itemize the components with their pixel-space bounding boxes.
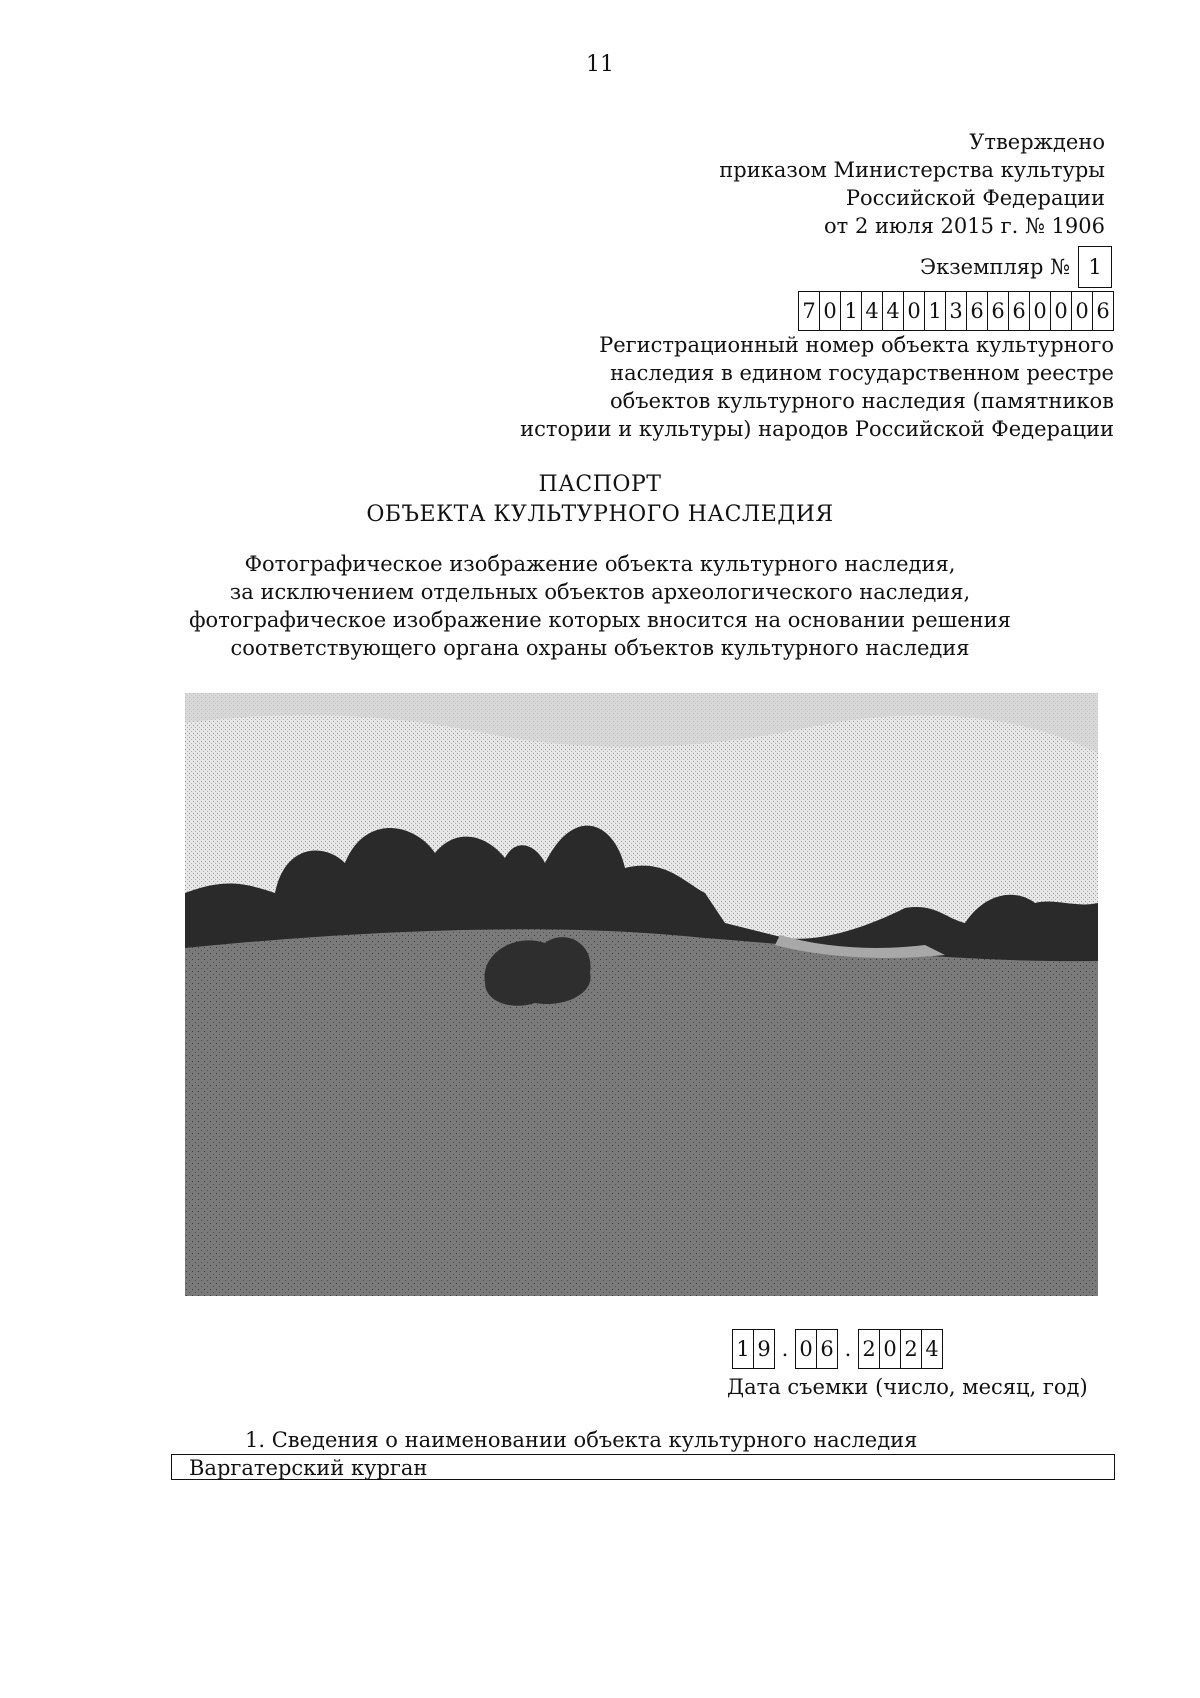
reg-digit: 0 — [1050, 292, 1071, 330]
date-month — [795, 1329, 838, 1369]
photo-caption — [0, 550, 1200, 662]
date-day — [732, 1329, 775, 1369]
date-digit: 9 — [753, 1330, 774, 1368]
landscape-photo-image — [185, 693, 1098, 1296]
date-digit: 6 — [816, 1330, 837, 1368]
approval-line-4: от 2 июля 2015 г. № 1906 — [824, 214, 1105, 238]
date-separator: . — [781, 1337, 789, 1361]
reg-digit: 1 — [840, 292, 861, 330]
registration-caption — [520, 331, 1114, 443]
reg-caption-line: наследия в едином государственном реестре — [610, 361, 1114, 385]
reg-digit: 0 — [1029, 292, 1050, 330]
approval-line-1: Утверждено — [969, 130, 1105, 154]
approval-stamp — [719, 128, 1105, 240]
document-title — [0, 470, 1200, 530]
approval-line-2: приказом Министерства культуры — [719, 158, 1105, 182]
object-name-field: Варгатерский курган — [171, 1454, 1115, 1480]
reg-digit: 1 — [924, 292, 945, 330]
object-photograph — [185, 693, 1098, 1296]
photo-date-row — [732, 1329, 943, 1369]
date-digit: 0 — [879, 1330, 900, 1368]
reg-digit: 6 — [966, 292, 987, 330]
date-digit: 2 — [900, 1330, 921, 1368]
title-line-1: ПАСПОРТ — [538, 472, 662, 497]
reg-digit: 6 — [1092, 292, 1113, 330]
date-separator: . — [844, 1337, 852, 1361]
copy-number-row — [920, 246, 1112, 288]
date-digit: 4 — [921, 1330, 942, 1368]
date-year — [858, 1329, 943, 1369]
date-digit: 1 — [736, 1337, 750, 1361]
date-digit: 0 — [799, 1337, 813, 1361]
reg-digit: 3 — [945, 292, 966, 330]
copy-number-box: 1 — [1078, 246, 1112, 288]
photo-caption-line: Фотографическое изображение объекта культурного наследия, — [244, 552, 956, 576]
reg-digit: 6 — [987, 292, 1008, 330]
photo-caption-line: за исключением отдельных объектов археологического наследия, — [229, 580, 971, 604]
reg-digit: 4 — [882, 292, 903, 330]
photo-caption-line: фотографическое изображение которых вносится на основании решения — [189, 608, 1011, 632]
reg-digit: 6 — [1008, 292, 1029, 330]
registration-number — [798, 291, 1114, 331]
approval-line-3: Российской Федерации — [845, 186, 1105, 210]
reg-digit: 0 — [1071, 292, 1092, 330]
reg-digit: 7 — [802, 299, 816, 323]
reg-caption-line: Регистрационный номер объекта культурного — [599, 333, 1114, 357]
reg-digit: 0 — [819, 292, 840, 330]
date-caption: Дата съемки (число, месяц, год) — [727, 1375, 1088, 1399]
reg-digit: 4 — [861, 292, 882, 330]
title-line-2: ОБЪЕКТА КУЛЬТУРНОГО НАСЛЕДИЯ — [366, 502, 834, 527]
photo-caption-line: соответствующего органа охраны объектов культурного наследия — [230, 636, 970, 660]
reg-digit: 0 — [903, 292, 924, 330]
reg-caption-line: объектов культурного наследия (памятников — [610, 389, 1114, 413]
copy-label: Экземпляр № — [920, 255, 1070, 279]
reg-caption-line: истории и культуры) народов Российской Федерации — [520, 417, 1114, 441]
page-number: 11 — [586, 52, 614, 77]
section-1-heading: 1. Сведения о наименовании объекта культурного наследия — [245, 1428, 918, 1452]
date-digit: 2 — [862, 1337, 876, 1361]
